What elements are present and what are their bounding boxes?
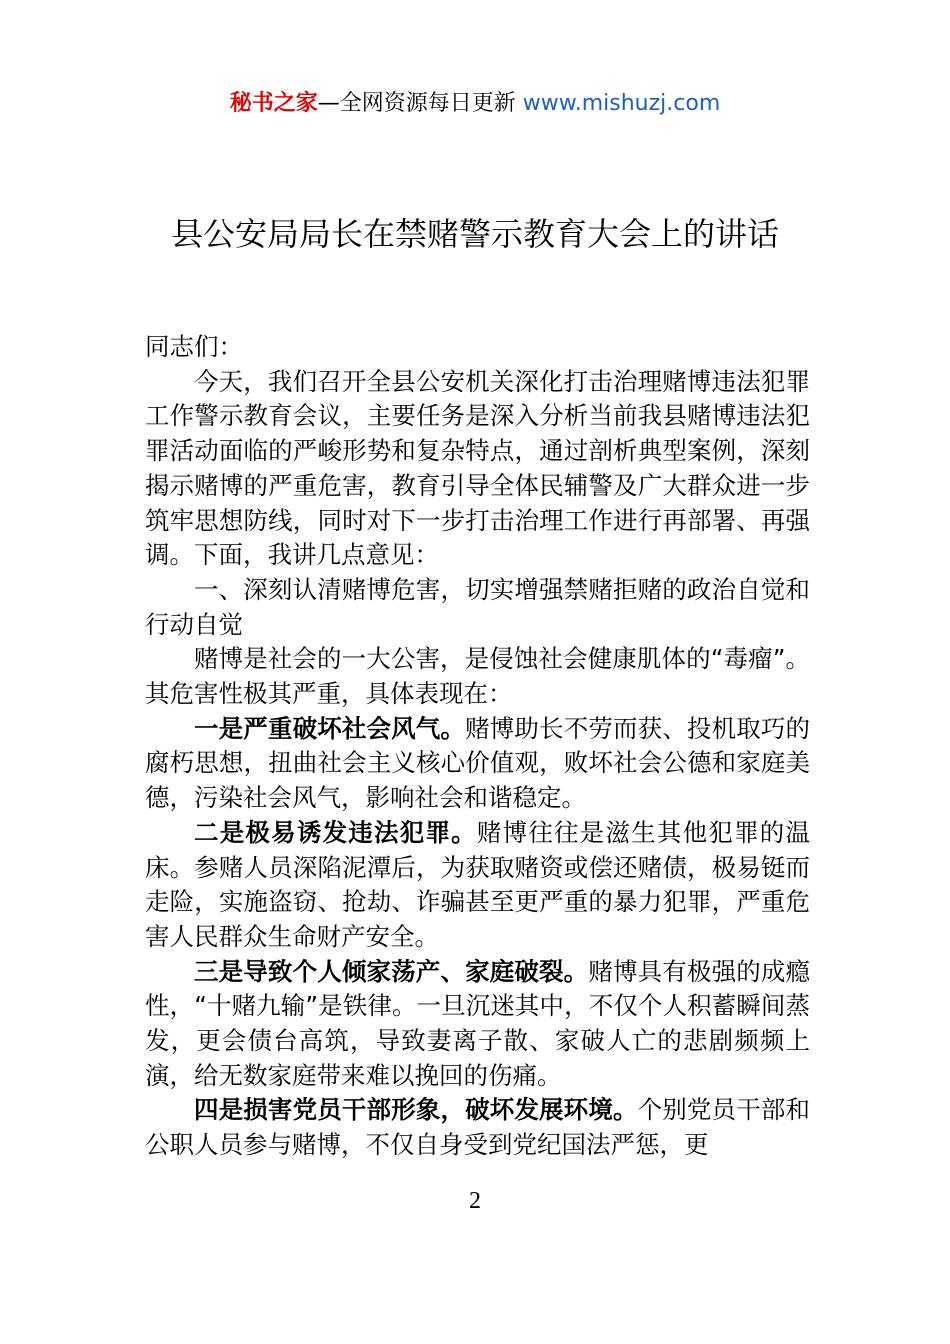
section-heading: 一、深刻认清赌博危害，切实增强禁赌拒赌的政治自觉和行动自觉 <box>145 574 810 639</box>
salutation: 同志们： <box>145 332 243 361</box>
point-paragraph-1 <box>145 712 810 816</box>
document-body <box>145 330 810 1163</box>
point-text: 赌博具有极强的成瘾性，“十赌九输”是铁律。一旦沉迷其中，不仅个人积蓄瞬间蒸发，更会债台高筑，导致妻离子散、家破人亡的悲剧频频上演，给无数家庭带来难以挽回的伤痛。 <box>145 956 811 1090</box>
site-brand: 秘书之家 <box>229 91 318 116</box>
site-tagline: —全网资源每日更新 <box>317 91 516 116</box>
site-url-link[interactable]: www.mishuzj.com <box>522 91 721 116</box>
point-lead: 三是导致个人倾家荡产、家庭破裂。 <box>194 956 589 986</box>
point-text: 赌博助长不劳而获、投机取巧的腐朽思想，扭曲社会主义核心价值观，败坏社会公德和家庭美德，污染社会风气，影响社会和谐稳定。 <box>145 713 811 813</box>
intro-paragraph: 今天，我们召开全县公安机关深化打击治理赌博违法犯罪工作警示教育会议，主要任务是深入分析当前我县赌博违法犯罪活动面临的严峻形势和复杂特点，通过剖析典型案例，深刻揭示赌博的严重危害，教育引导全体民辅警及广大群众进一步筑牢思想防线，同时对下一步打击治理工作进行再部署、再强调。下面，我讲几点意见： <box>145 366 810 570</box>
point-text: 个别党员干部和公职人员参与赌博，不仅自身受到党纪国法严惩，更 <box>145 1095 810 1160</box>
page-number: 2 <box>469 1188 481 1214</box>
point-lead: 一是严重破坏社会风气。 <box>194 713 466 743</box>
point-paragraph-3 <box>145 955 810 1094</box>
point-lead: 二是极易诱发违法犯罪。 <box>194 817 477 847</box>
document-title: 县公安局局长在禁赌警示教育大会上的讲话 <box>170 215 779 253</box>
point-lead: 四是损害党员干部形象，破坏发展环境。 <box>194 1095 638 1125</box>
point-paragraph-2 <box>145 816 810 955</box>
site-header <box>0 88 950 120</box>
section-intro-paragraph: 赌博是社会的一大公害，是侵蚀社会健康肌体的“毒瘤”。其危害性极其严重，具体表现在： <box>145 644 810 709</box>
point-text: 赌博往往是滋生其他犯罪的温床。参赌人员深陷泥潭后，为获取赌资或偿还赌债，极易铤而走险，实施盗窃、抢劫、诈骗甚至更严重的暴力犯罪，严重危害人民群众生命财产安全。 <box>145 817 810 951</box>
point-paragraph-4 <box>145 1093 810 1162</box>
